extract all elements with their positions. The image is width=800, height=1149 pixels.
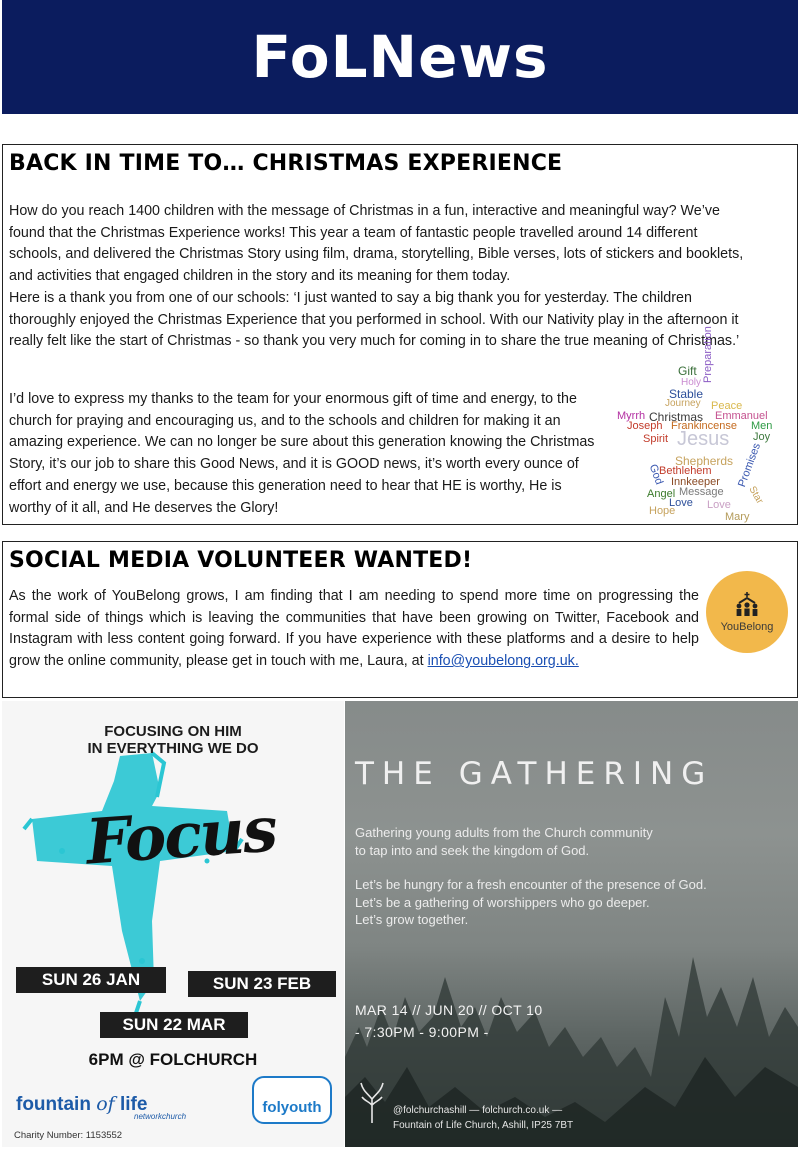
word-cloud-word: Spirit bbox=[643, 433, 669, 445]
christmas-paragraph-1: How do you reach 1400 children with the message of Christmas in a fun, interactive and meaningful way? We’ve found that the Christmas Experience works! This year a team of fantastic people travelled around 14 different schools, and delivered the Christmas Story using film, drama, storytelling, Bible verses, lots of stickers and booklets, and activities that engaged children in the story and its meaning for them today. bbox=[9, 203, 744, 285]
word-cloud-word: Love bbox=[669, 497, 693, 509]
fol-logo-of: of bbox=[96, 1093, 115, 1115]
christmas-heading: BACK IN TIME TO… CHRISTMAS EXPERIENCE bbox=[9, 151, 563, 176]
gathering-line-5: Let’s grow together. bbox=[355, 912, 469, 927]
word-cloud-word: Myrrh bbox=[617, 410, 646, 422]
fol-logo-network: networkchurch bbox=[134, 1112, 187, 1121]
focus-tagline bbox=[2, 723, 344, 757]
word-cloud-word: Preparation bbox=[702, 326, 714, 383]
word-cloud-word: Frankincense bbox=[671, 420, 738, 432]
folyouth-logo bbox=[252, 1076, 332, 1124]
gathering-title: THE GATHERING bbox=[355, 756, 714, 792]
word-cloud-word: Joseph bbox=[627, 420, 663, 432]
focus-word: Focus bbox=[83, 792, 279, 879]
word-cloud-word: Journey bbox=[665, 398, 701, 409]
word-cloud-word: Jesus bbox=[677, 428, 730, 450]
focus-poster bbox=[2, 701, 344, 1147]
youbelong-logo bbox=[706, 571, 788, 653]
word-cloud-word: Love bbox=[707, 499, 731, 511]
gathering-hours: - 7:30PM - 9:00PM - bbox=[355, 1024, 489, 1040]
volunteer-email-link[interactable]: info@youbelong.org.uk. bbox=[427, 653, 579, 670]
gathering-footer-address: Fountain of Life Church, Ashill, IP25 7BT bbox=[393, 1120, 574, 1131]
fountain-icon bbox=[359, 1079, 385, 1125]
fol-logo-fountain: fountain bbox=[16, 1094, 91, 1115]
word-cloud-word: Christmas bbox=[649, 410, 704, 424]
volunteer-heading: SOCIAL MEDIA VOLUNTEER WANTED! bbox=[9, 548, 473, 573]
volunteer-article bbox=[2, 541, 798, 698]
masthead bbox=[2, 0, 798, 114]
newsletter-title: FoLNews bbox=[251, 23, 549, 91]
word-cloud-word: Innkeeper bbox=[671, 476, 720, 488]
christmas-word-cloud bbox=[615, 326, 785, 523]
church-people-icon bbox=[730, 591, 764, 617]
word-cloud-word: Bethlehem bbox=[659, 465, 712, 477]
gathering-line-2: to tap into and seek the kingdom of God. bbox=[355, 842, 590, 858]
word-cloud-word: Gift bbox=[678, 364, 697, 378]
word-cloud-word: God bbox=[646, 462, 666, 487]
word-cloud-word: Holy bbox=[681, 377, 702, 388]
word-cloud-word: Message bbox=[679, 486, 724, 498]
gathering-line-1: Gathering young adults from the Church community bbox=[355, 825, 653, 840]
word-cloud-word: Joy bbox=[753, 431, 771, 443]
volunteer-body bbox=[9, 586, 699, 673]
fountain-of-life-logo bbox=[16, 1093, 186, 1121]
christmas-paragraph-2: Here is a thank you from one of our schools: ‘I just wanted to say a big thank you for yesterday. The children thoroughly enjoyed the Christmas Experience that you performed in school. With our Nativity play in the afternoon it really felt like the start of Christmas - so thank you very much for coming in to share the true meaning of Christmas.’ bbox=[9, 289, 740, 350]
folyouth-logo-text: folyouth bbox=[262, 1099, 322, 1116]
word-cloud-word: Angel bbox=[647, 488, 676, 500]
word-cloud-word: Mary bbox=[725, 511, 750, 523]
gathering-footer-contacts: @folchurchashill — folchurch.co.uk — bbox=[393, 1105, 563, 1116]
gathering-description bbox=[355, 824, 795, 929]
charity-number: Charity Number: 1153552 bbox=[14, 1130, 123, 1141]
word-cloud-word: Emmanuel bbox=[715, 410, 768, 422]
focus-time: 6PM @ FOLCHURCH bbox=[88, 1050, 258, 1069]
volunteer-text: As the work of YouBelong grows, I am finding that I am needing to spend more time on progressing the formal side of things which is leaving the communities that have been growing on Twitter, Facebook and Instagram with less content going forward. If you have experience with these platforms and a desire to help grow the online community, please get in touch with me, Laura, at bbox=[9, 588, 699, 670]
youbelong-logo-text: YouBelong bbox=[720, 621, 774, 633]
gathering-dates: MAR 14 // JUN 20 // OCT 10 bbox=[355, 1002, 543, 1018]
gathering-line-3: Let’s be hungry for a fresh encounter of the presence of God. bbox=[355, 877, 707, 892]
gathering-line-4: Let’s be a gathering of worshippers who go deeper. bbox=[355, 894, 650, 910]
focus-tagline-line-2: IN EVERYTHING WE DO bbox=[87, 740, 259, 757]
gathering-poster bbox=[345, 701, 798, 1147]
word-cloud-word: Peace bbox=[711, 400, 743, 412]
christmas-body bbox=[9, 201, 749, 353]
christmas-paragraph-3: I’d love to express my thanks to the team for your enormous gift of time and energy, to the church for praying and encouraging us, and to the schools and children for making it an amazing experience. We can no longer be sure about this generation knowing the Christmas Story, it’s our job to share this Good News, and it is GOOD news, it’s worth every ounce of effort and energy we use, because this generation need to hear that HE is worthy, He is worthy of it all, and He deserves the Glory! bbox=[9, 391, 595, 516]
focus-date-3: SUN 22 MAR bbox=[100, 1012, 248, 1038]
focus-date-2: SUN 23 FEB bbox=[188, 971, 336, 997]
word-cloud-word: Shepherds bbox=[675, 454, 734, 468]
word-cloud-word: Men bbox=[751, 420, 773, 432]
word-cloud-word: Stable bbox=[669, 387, 704, 401]
focus-date-1: SUN 26 JAN bbox=[16, 967, 166, 993]
word-cloud-word: Promises bbox=[736, 441, 764, 489]
focus-tagline-line-1: FOCUSING ON HIM bbox=[104, 723, 242, 740]
word-cloud-word: Star bbox=[746, 484, 766, 506]
word-cloud-word: Hope bbox=[649, 505, 676, 517]
christmas-article bbox=[2, 144, 798, 525]
fol-logo-life: life bbox=[119, 1094, 148, 1115]
